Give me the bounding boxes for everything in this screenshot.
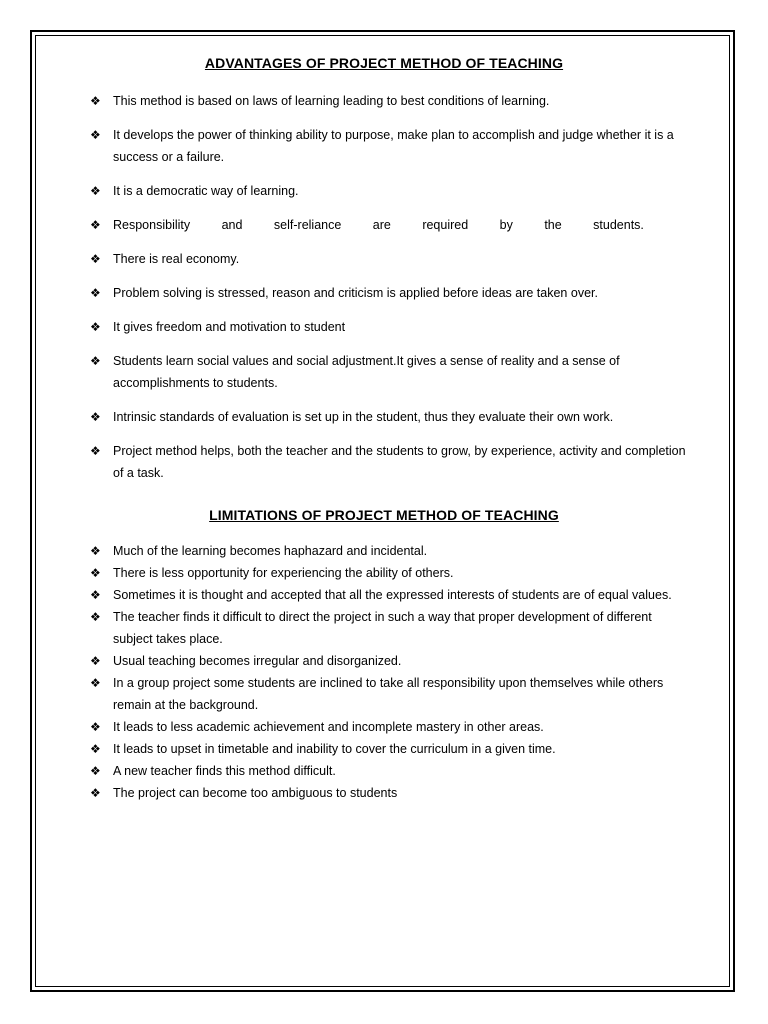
list-item-text: There is real economy. (113, 252, 240, 266)
list-item-text: In a group project some students are inclined to take all responsibility upon themselves while others remain at the background. (113, 676, 664, 712)
list-item-text: Much of the learning becomes haphazard and incidental. (113, 544, 428, 558)
four-diamond-bullet-icon: ❖ (90, 444, 101, 458)
list-item (90, 540, 690, 562)
four-diamond-bullet-icon: ❖ (90, 218, 101, 232)
list-item (90, 350, 690, 394)
list-item (90, 716, 690, 738)
four-diamond-bullet-icon: ❖ (90, 742, 101, 756)
list-item (90, 440, 690, 484)
four-diamond-bullet-icon: ❖ (90, 610, 101, 624)
advantages-list (90, 90, 690, 496)
list-item (90, 406, 690, 428)
four-diamond-bullet-icon: ❖ (90, 720, 101, 734)
list-item (90, 782, 690, 804)
list-item (90, 760, 690, 782)
list-item-text: It leads to less academic achievement and incomplete mastery in other areas. (113, 720, 544, 734)
four-diamond-bullet-icon: ❖ (90, 654, 101, 668)
four-diamond-bullet-icon: ❖ (90, 94, 101, 108)
four-diamond-bullet-icon: ❖ (90, 786, 101, 800)
list-item-text: Intrinsic standards of evaluation is set up in the student, thus they evaluate their own work. (113, 410, 614, 424)
list-item-text: Usual teaching becomes irregular and disorganized. (113, 654, 402, 668)
list-item (90, 180, 690, 202)
list-item-text: A new teacher finds this method difficult. (113, 764, 336, 778)
list-item (90, 248, 690, 270)
list-item-text: It gives freedom and motivation to student (113, 320, 346, 334)
four-diamond-bullet-icon: ❖ (90, 544, 101, 558)
four-diamond-bullet-icon: ❖ (90, 676, 101, 690)
list-item (90, 672, 690, 716)
list-item-text: Responsibility and self-reliance are required by the students. (113, 218, 644, 232)
list-item-text: Problem solving is stressed, reason and criticism is applied before ideas are taken over. (113, 286, 598, 300)
list-item (90, 562, 690, 584)
advantages-heading: ADVANTAGES OF PROJECT METHOD OF TEACHING (204, 55, 564, 71)
list-item (90, 316, 690, 338)
list-item (90, 214, 690, 236)
four-diamond-bullet-icon: ❖ (90, 354, 101, 368)
list-item-text: The teacher finds it difficult to direct the project in such a way that proper development of different subject takes place. (113, 610, 652, 646)
four-diamond-bullet-icon: ❖ (90, 184, 101, 198)
four-diamond-bullet-icon: ❖ (90, 286, 101, 300)
limitations-list (90, 540, 690, 804)
list-item (90, 90, 690, 112)
four-diamond-bullet-icon: ❖ (90, 588, 101, 602)
list-item-text: There is less opportunity for experiencing the ability of others. (113, 566, 454, 580)
list-item (90, 282, 690, 304)
limitations-heading: LIMITATIONS OF PROJECT METHOD OF TEACHING (209, 507, 559, 523)
four-diamond-bullet-icon: ❖ (90, 320, 101, 334)
four-diamond-bullet-icon: ❖ (90, 764, 101, 778)
list-item (90, 650, 690, 672)
list-item (90, 584, 690, 606)
list-item (90, 606, 690, 650)
list-item-text: It develops the power of thinking ability to purpose, make plan to accomplish and judge whether it is a success or a failure. (113, 128, 674, 164)
list-item-text: It is a democratic way of learning. (113, 184, 299, 198)
list-item (90, 124, 690, 168)
list-item-text: This method is based on laws of learning leading to best conditions of learning. (113, 94, 550, 108)
four-diamond-bullet-icon: ❖ (90, 128, 101, 142)
list-item-text: It leads to upset in timetable and inability to cover the curriculum in a given time. (113, 742, 556, 756)
list-item-text: Project method helps, both the teacher and the students to grow, by experience, activity and completion of a task. (113, 444, 686, 480)
four-diamond-bullet-icon: ❖ (90, 252, 101, 266)
list-item-text: The project can become too ambiguous to students (113, 786, 398, 800)
list-item-text: Students learn social values and social adjustment.It gives a sense of reality and a sense of accomplishments to students. (113, 354, 620, 390)
list-item (90, 738, 690, 760)
list-item-text: Sometimes it is thought and accepted that all the expressed interests of students are of equal values. (113, 588, 672, 602)
four-diamond-bullet-icon: ❖ (90, 410, 101, 424)
four-diamond-bullet-icon: ❖ (90, 566, 101, 580)
